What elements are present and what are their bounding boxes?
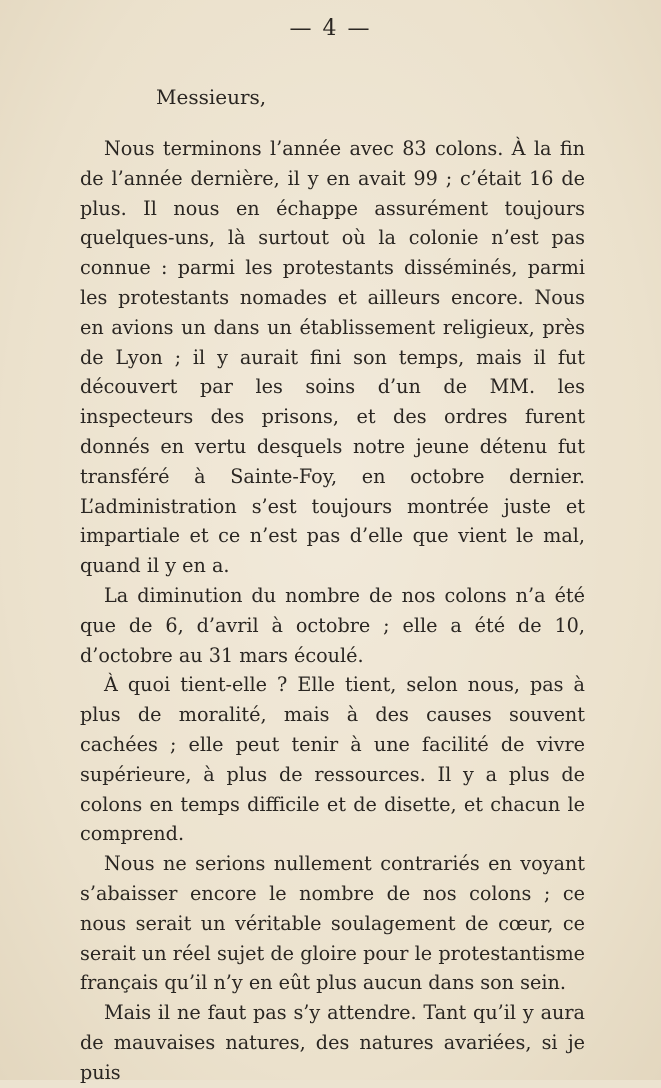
paragraph: À quoi tient-elle ? Elle tient, selon nous, pas à plus de moralité, mais à des causes souvent cachées ; elle peut tenir à une facilité de vivre supérieure, à plus de ressources. Il y a plus de colons en temps difficile et de disette, et chacun le comprend. (80, 673, 585, 846)
paragraph: La diminution du nombre de nos colons n’a été que de 6, d’avril à octobre ; elle a été de 10, d’octobre au 31 mars écoulé. (80, 583, 585, 667)
salutation: Messieurs, (156, 85, 267, 109)
paragraph: Mais il ne faut pas s’y attendre. Tant qu’il y aura de mauvaises natures, des natures avariées, si je puis (80, 1001, 585, 1084)
page-number: — 4 — (289, 16, 372, 41)
page-body (80, 82, 585, 1088)
paragraph: Nous ne serions nullement contrariés en voyant s’abaisser encore le nombre de nos colons ; ce nous serait un véritable soulagement de cœur, ce serait un réel sujet de gloire pour le protestantisme français qu’il n’y en eût plus aucun dans son sein. (80, 852, 585, 995)
paragraph: Nous terminons l’année avec 83 colons. À la fin de l’année dernière, il y en avait 99 ; c’était 16 de plus. Il nous en échappe assurément toujours quelques-uns, là surtout où la colonie n’est pas connue : parmi les protestants disséminés, parmi les protestants nomades et ailleurs encore. Nous en avions un dans un établissement religieux, près de Lyon ; il y aurait fini son temps, mais il fut découvert par les soins d’un de MM. les inspecteurs des prisons, et des ordres furent donnés en vertu desquels notre jeune détenu fut transféré à Sainte-Foy, en octobre dernier. L’administration s’est toujours montrée juste et impartiale et ce n’est pas d’elle que vient le mal, quand il y en a. (80, 137, 585, 578)
